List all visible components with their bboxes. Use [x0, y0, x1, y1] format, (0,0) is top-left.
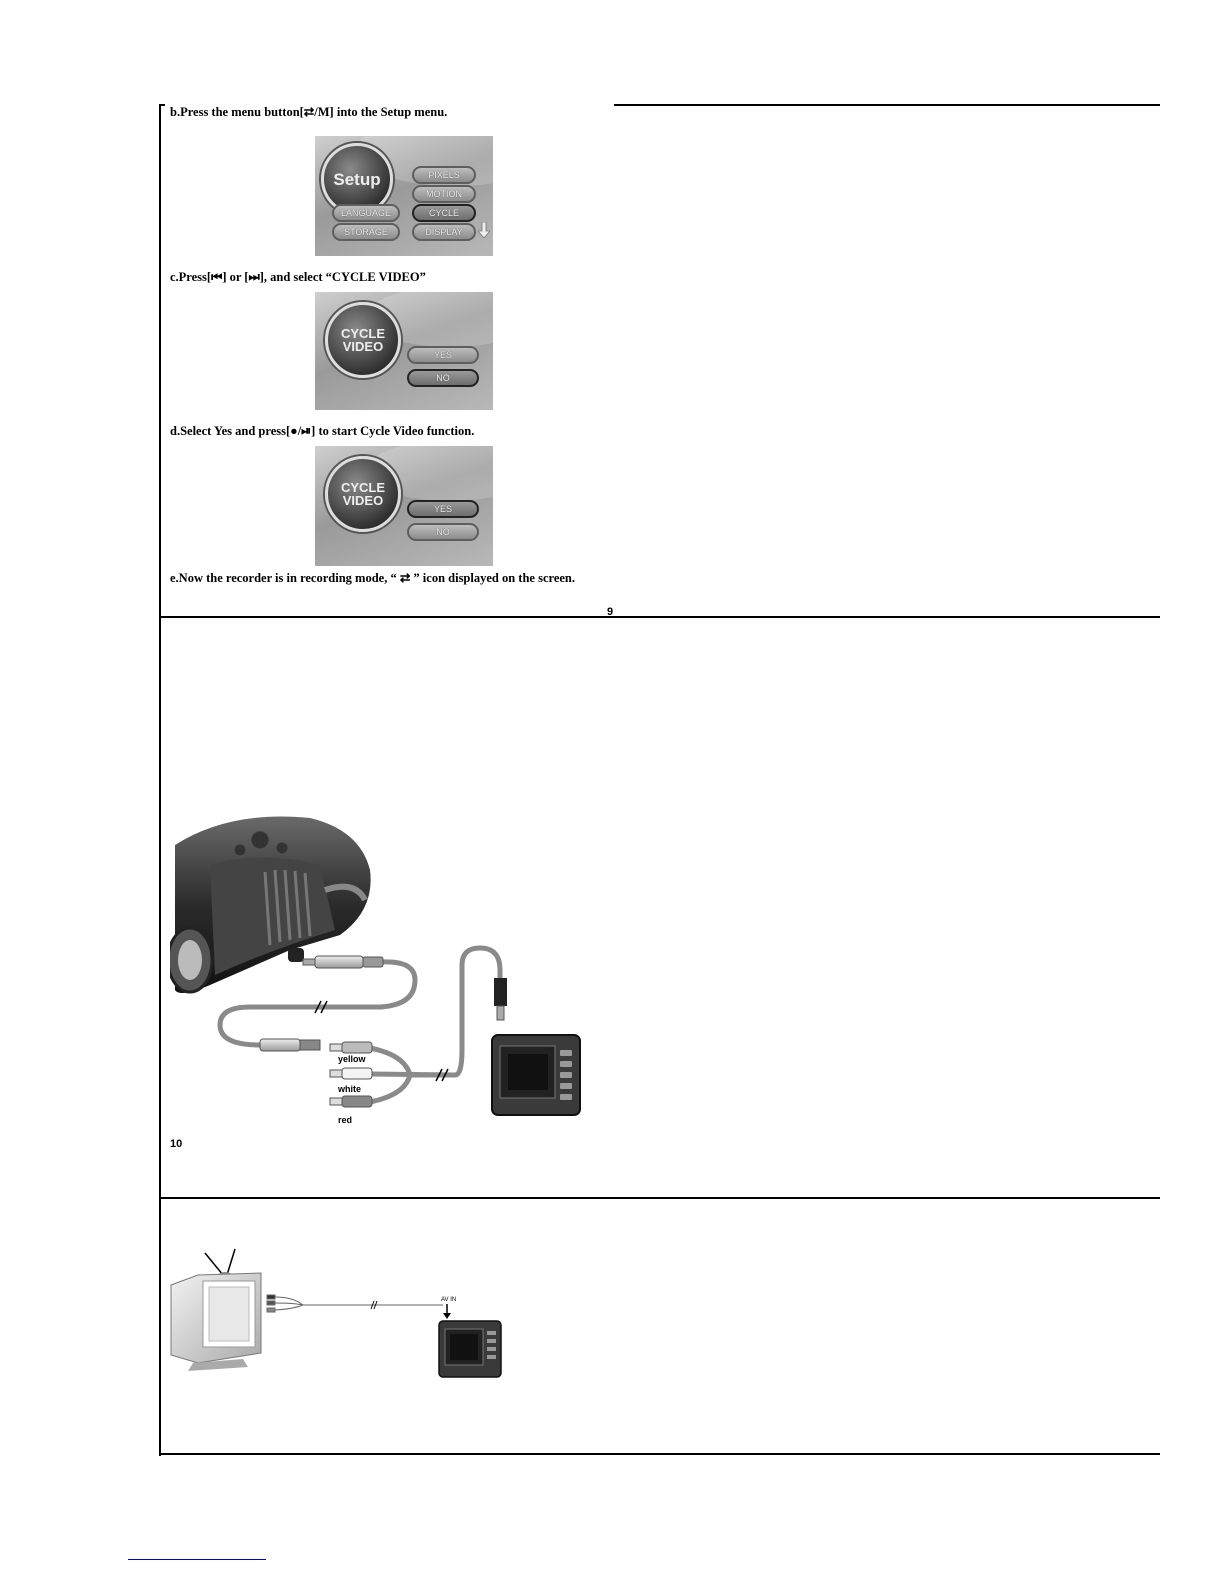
cycle-video-menu-no	[315, 292, 493, 410]
av-in-label: AV IN	[441, 1297, 457, 1303]
step-d-text: d.Select Yes and press[●/⏯] to start Cycle Video function.	[170, 424, 475, 438]
television	[171, 1249, 261, 1371]
setup-menu-screen	[315, 136, 493, 256]
portable-monitor	[492, 1035, 580, 1115]
setup-title: Setup	[333, 169, 381, 189]
tv-connection-diagram	[163, 1245, 513, 1385]
left-border	[159, 104, 161, 1456]
top-rule	[614, 104, 1160, 106]
monitor-jack-plug	[494, 978, 507, 1020]
rca-plugs	[330, 1042, 372, 1107]
menu-item-pixels: PIXELS	[412, 166, 476, 184]
cycle-title-line1: CYCLE	[340, 326, 386, 341]
cycle-title-disc	[325, 456, 401, 532]
cycle-title-line2: VIDEO	[342, 493, 384, 508]
cycle-title-disc	[325, 302, 401, 378]
portable-monitor	[439, 1321, 501, 1377]
cycle-title-line1: CYCLE	[340, 480, 386, 495]
camera-cable-diagram	[170, 810, 590, 1130]
label-yellow: yellow	[338, 1054, 366, 1064]
option-no: NO	[407, 523, 479, 541]
step-b-text: b.Press the menu button[⇄/M] into the Setup menu.	[170, 105, 448, 119]
section-divider-2	[159, 1197, 1160, 1199]
page-number-10: 10	[170, 1138, 183, 1150]
section-divider-1	[159, 616, 1160, 618]
section-divider-3	[159, 1453, 1160, 1455]
menu-item-display: DISPLAY	[412, 223, 476, 241]
rca-adapter	[260, 1039, 320, 1051]
option-yes-selected: YES	[407, 500, 479, 518]
cable-break-marks	[315, 1001, 448, 1081]
menu-item-cycle: CYCLE	[412, 204, 476, 222]
cycle-title-line2: VIDEO	[342, 339, 384, 354]
menu-item-storage: STORAGE	[332, 223, 400, 241]
down-arrow-icon	[478, 222, 490, 238]
menu-item-motion: MOTION	[412, 185, 476, 203]
mini-jack-plug	[303, 956, 383, 968]
option-no-selected: NO	[407, 369, 479, 387]
label-red: red	[338, 1115, 353, 1125]
option-yes: YES	[407, 346, 479, 364]
cycle-video-menu-yes	[315, 446, 493, 566]
menu-item-language: LANGUAGE	[332, 204, 400, 222]
tick-top-left	[159, 104, 165, 106]
step-e-text: e.Now the recorder is in recording mode, “ ⇄ ” icon displayed on the screen.	[170, 571, 576, 585]
step-c-text: c.Press[⏮] or [⏭], and select “CYCLE VIDEO”	[170, 270, 426, 284]
footer-link-underline	[128, 1559, 266, 1560]
av-in-arrow	[443, 1304, 451, 1319]
page-number-9: 9	[607, 606, 614, 618]
label-white: white	[338, 1084, 362, 1094]
av-cable	[267, 1295, 443, 1312]
